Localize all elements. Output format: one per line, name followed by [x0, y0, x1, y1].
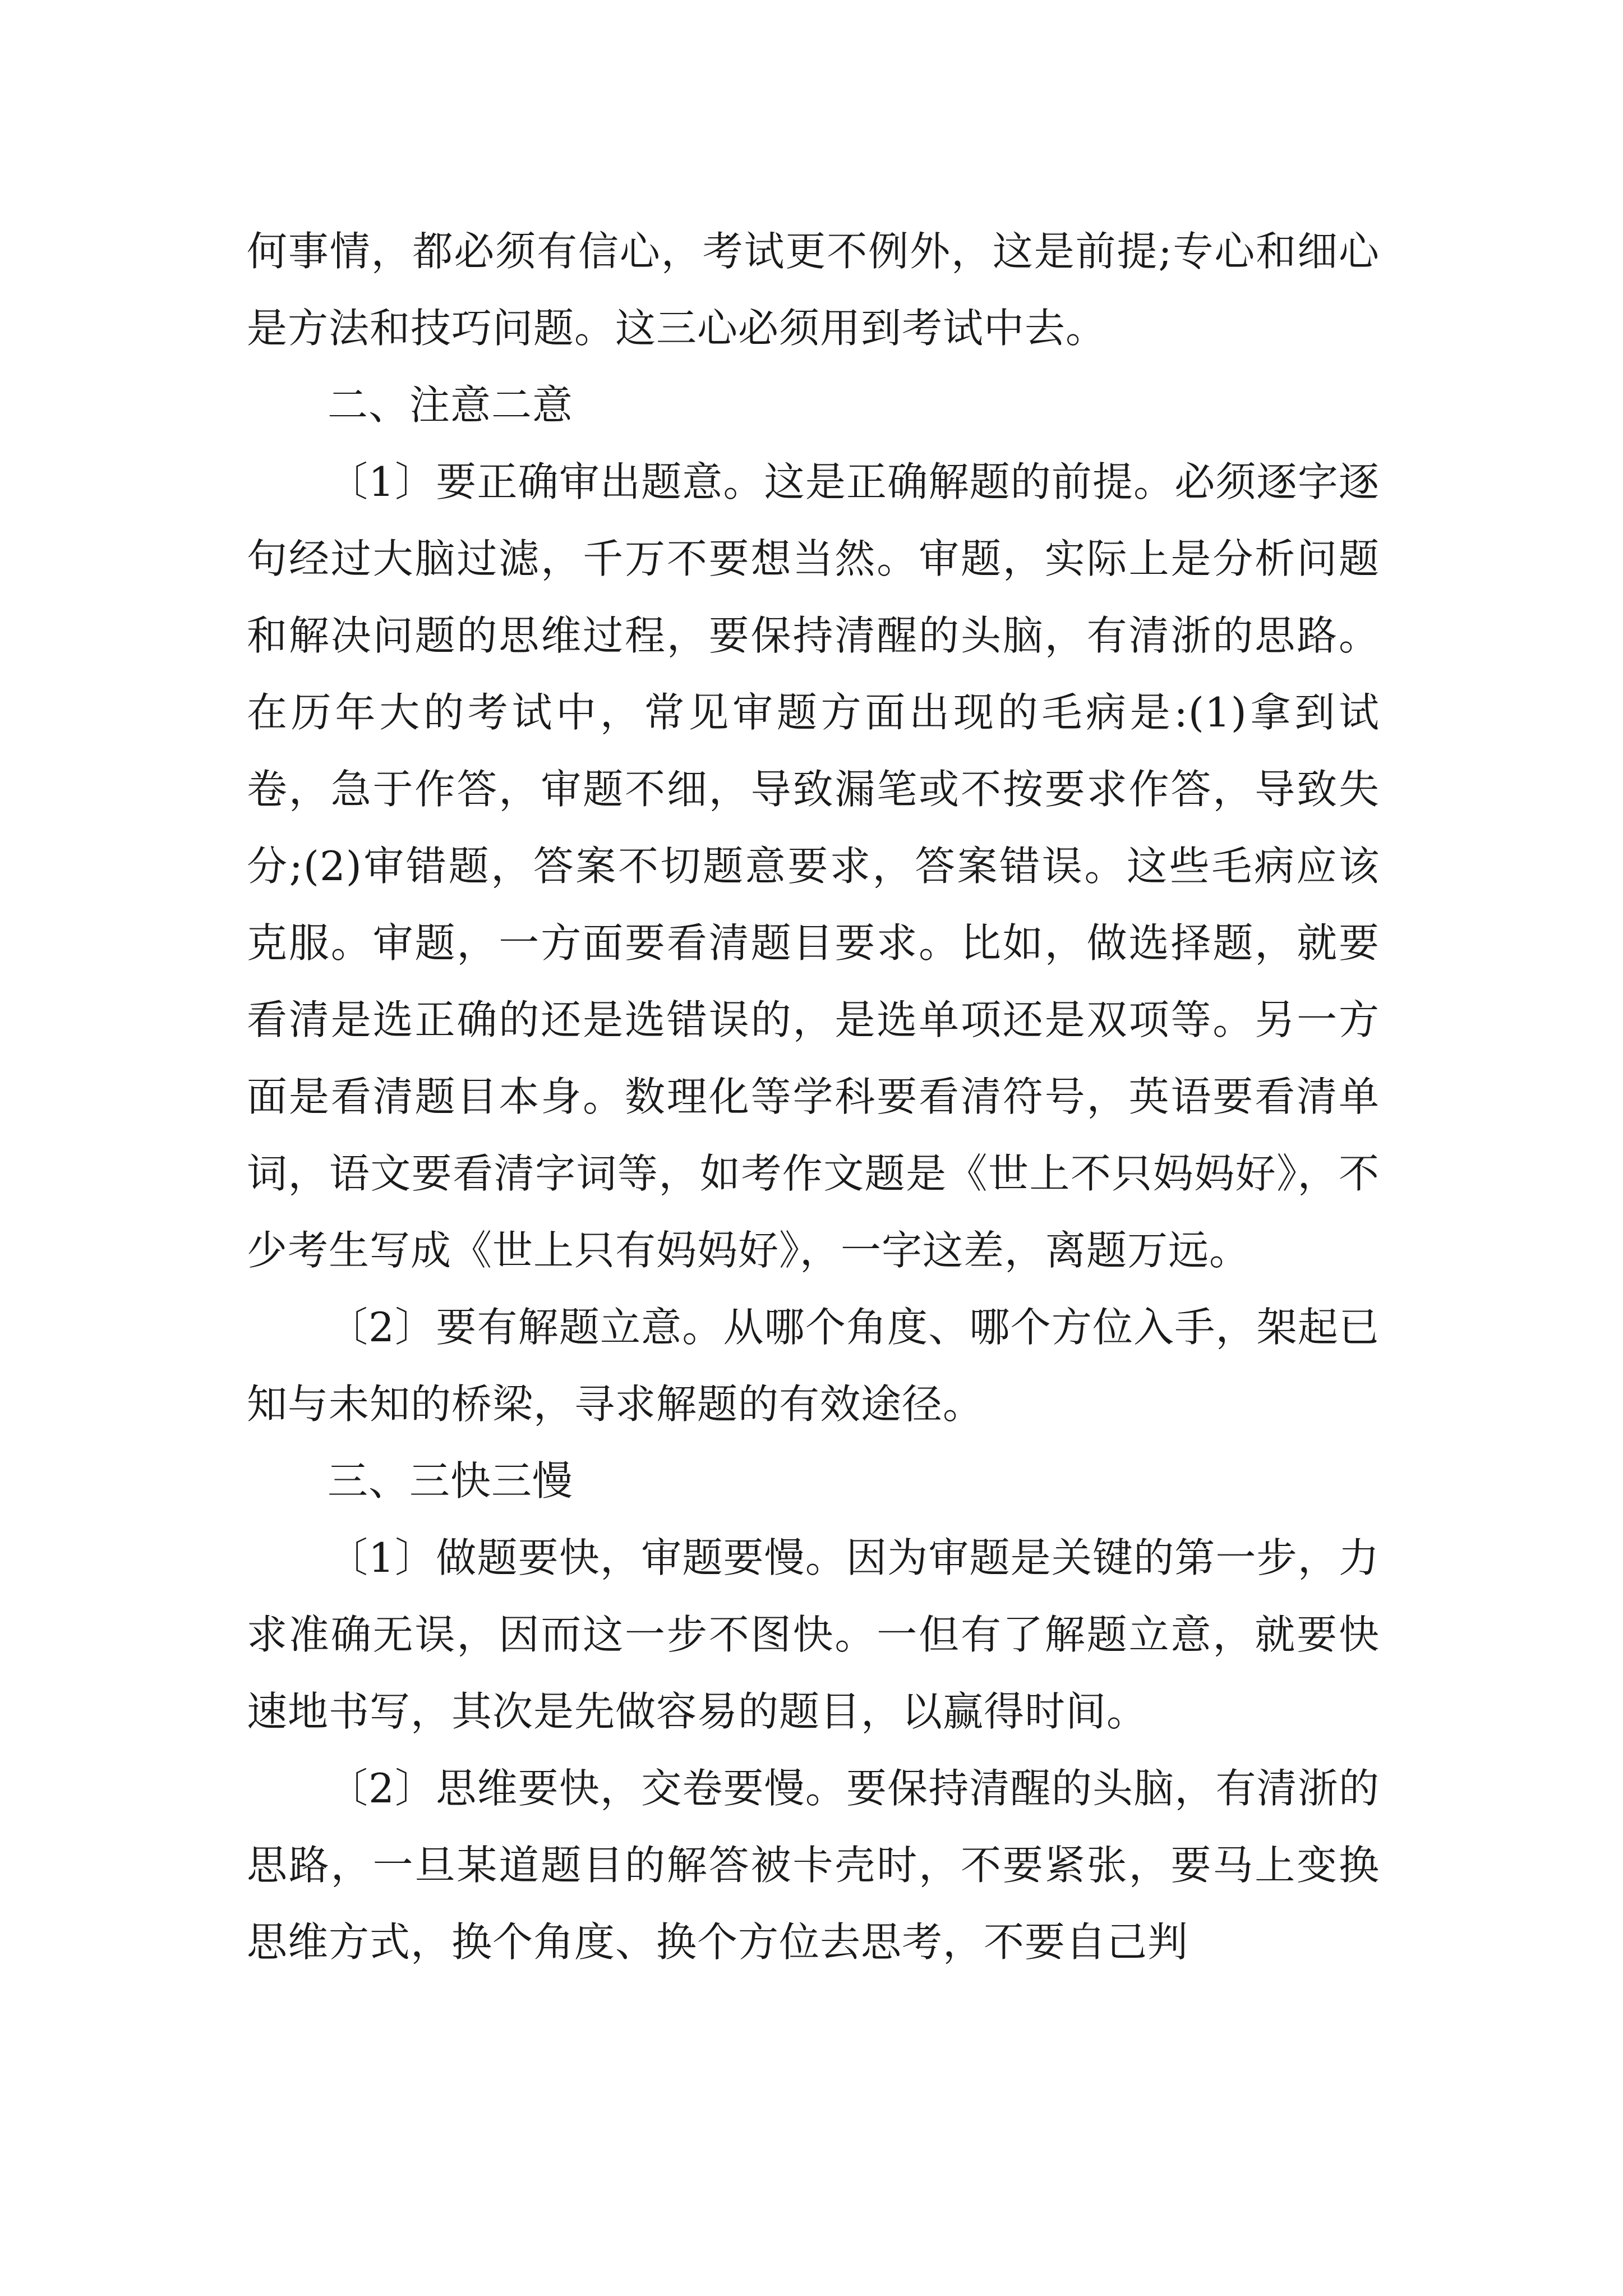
paragraph-2-2: 〔2〕要有解题立意。从哪个角度、哪个方位入手，架起已知与未知的桥梁，寻求解题的有效途径。 [247, 1304, 1380, 1428]
paragraph-continuation: 何事情，都必须有信心，考试更不例外，这是前提;专心和细心是方法和技巧问题。这三心必须用到考试中去。 [247, 228, 1380, 352]
document-page [247, 213, 1380, 1981]
paragraph-3-2: 〔2〕思维要快，交卷要慢。要保持清醒的头脑，有清浙的思路，一旦某道题目的解答被卡壳时，不要紧张，要马上变换思维方式，换个角度、换个方位去思考，不要自己判 [247, 1765, 1380, 1966]
section-heading-three: 三、三快三慢 [328, 1457, 574, 1504]
paragraph-3-1: 〔1〕做题要快，审题要慢。因为审题是关键的第一步，力求准确无误，因而这一步不图快。一但有了解题立意，就要快速地书写，其次是先做容易的题目，以赢得时间。 [247, 1534, 1380, 1735]
section-heading-two: 二、注意二意 [328, 381, 574, 429]
paragraph-2-1: 〔1〕要正确审出题意。这是正确解题的前提。必须逐字逐句经过大脑过滤，千万不要想当然。审题，实际上是分析问题和解决问题的思维过程，要保持清醒的头脑，有清浙的思路。在历年大的考试中，常见审题方面出现的毛病是:(1)拿到试卷，急于作答，审题不细，导致漏笔或不按要求作答，导致失分;(2)审错题，答案不切题意要求，答案错误。这些毛病应该克服。审题，一方面要看清题目要求。比如，做选择题，就要看清是选正确的还是选错误的，是选单项还是双项等。另一方面是看清题目本身。数理化等学科要看清符号，英语要看清单词，语文要看清字词等，如考作文题是《世上不只妈妈好》，不少考生写成《世上只有妈妈好》，一字这差，离题万远。 [247, 458, 1380, 1274]
